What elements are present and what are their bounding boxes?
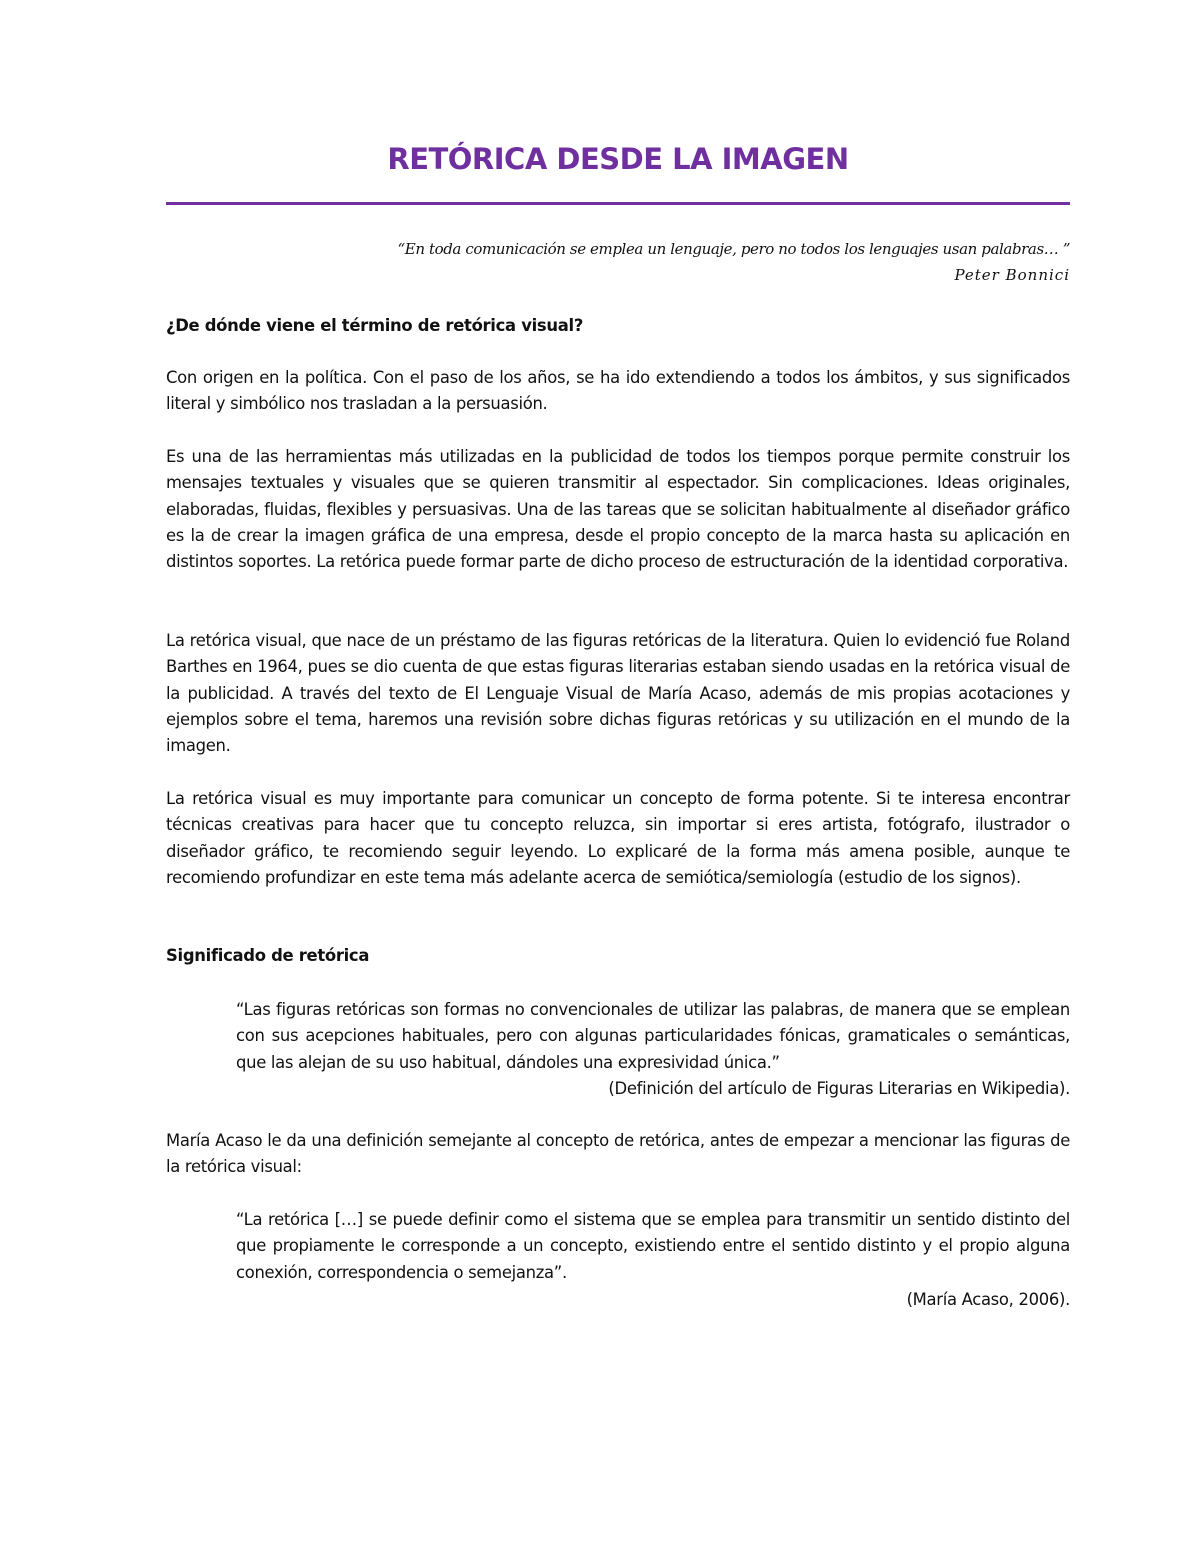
title-divider bbox=[166, 202, 1070, 205]
section-heading-meaning: Significado de retórica bbox=[166, 946, 370, 965]
paragraph-importance: La retórica visual es muy importante para comunicar un concepto de forma potente. Si te interesa encontrar técnicas creativas para hacer que tu concepto reluzca, sin importar si eres artista, fotógrafo, ilustrador o diseñador gráfico, te recomiendo seguir leyendo. Lo explicaré de la forma más amena posible, aunque te recomiendo profundizar en este tema más adelante acerca de semiótica/semiología (estudio de los signos). bbox=[166, 789, 1070, 887]
section-heading-origin: ¿De dónde viene el término de retórica visual? bbox=[166, 316, 584, 335]
paragraph-barthes: La retórica visual, que nace de un préstamo de las figuras retóricas de la literatura. Quien lo evidenció fue Roland Barthes en 1964, pues se dio cuenta de que estas figuras literarias estaban siendo usadas en la retórica visual de la publicidad. A través del texto de El Lenguaje Visual de María Acaso, además de mis propias acotaciones y ejemplos sobre el tema, haremos una revisión sobre dichas figuras retóricas y su utilización en el mundo de la imagen. bbox=[166, 631, 1070, 756]
paragraph-origin-politics: Con origen en la política. Con el paso de los años, se ha ido extendiendo a todos los ámbitos, y sus significados literal y simbólico nos trasladan a la persuasión. bbox=[166, 368, 1070, 414]
paragraph-acaso-intro: María Acaso le da una definición semejante al concepto de retórica, antes de empezar a mencionar las figuras de la retórica visual: bbox=[166, 1131, 1070, 1177]
epigraph bbox=[166, 236, 1070, 288]
document-title: RETÓRICA DESDE LA IMAGEN bbox=[387, 142, 849, 176]
quote-wikipedia-definition: “Las figuras retóricas son formas no convencionales de utilizar las palabras, de manera que se emplean con sus acepciones habituales, pero con algunas particularidades fónicas, gramaticales o semánticas, que las alejan de su uso habitual, dándoles una expresividad única.” bbox=[236, 1000, 1070, 1072]
citation-acaso: (María Acaso, 2006). bbox=[906, 1290, 1070, 1309]
paragraph-advertising-tool: Es una de las herramientas más utilizadas en la publicidad de todos los tiempos porque permite construir los mensajes textuales y visuales que se quieren transmitir al espectador. Sin complicaciones. Ideas originales, elaboradas, fluidas, flexibles y persuasivas. Una de las tareas que se solicitan habitualmente al diseñador gráfico es la de crear la imagen gráfica de una empresa, desde el propio concepto de la marca hasta su aplicación en distintos soportes. La retórica puede formar parte de dicho proceso de estructuración de la identidad corporativa. bbox=[166, 447, 1070, 572]
quote-acaso-definition: “La retórica […] se puede definir como el sistema que se emplea para transmitir un sentido distinto del que propiamente le corresponde a un concepto, existiendo entre el sentido distinto y el propio alguna conexión, correspondencia o semejanza”. bbox=[236, 1210, 1070, 1282]
citation-wikipedia: (Definición del artículo de Figuras Literarias en Wikipedia). bbox=[608, 1079, 1070, 1098]
epigraph-author: Peter Bonnici bbox=[954, 266, 1070, 284]
epigraph-quote: “En toda comunicación se emplea un lenguaje, pero no todos los lenguajes usan palabras… ” bbox=[397, 240, 1070, 258]
